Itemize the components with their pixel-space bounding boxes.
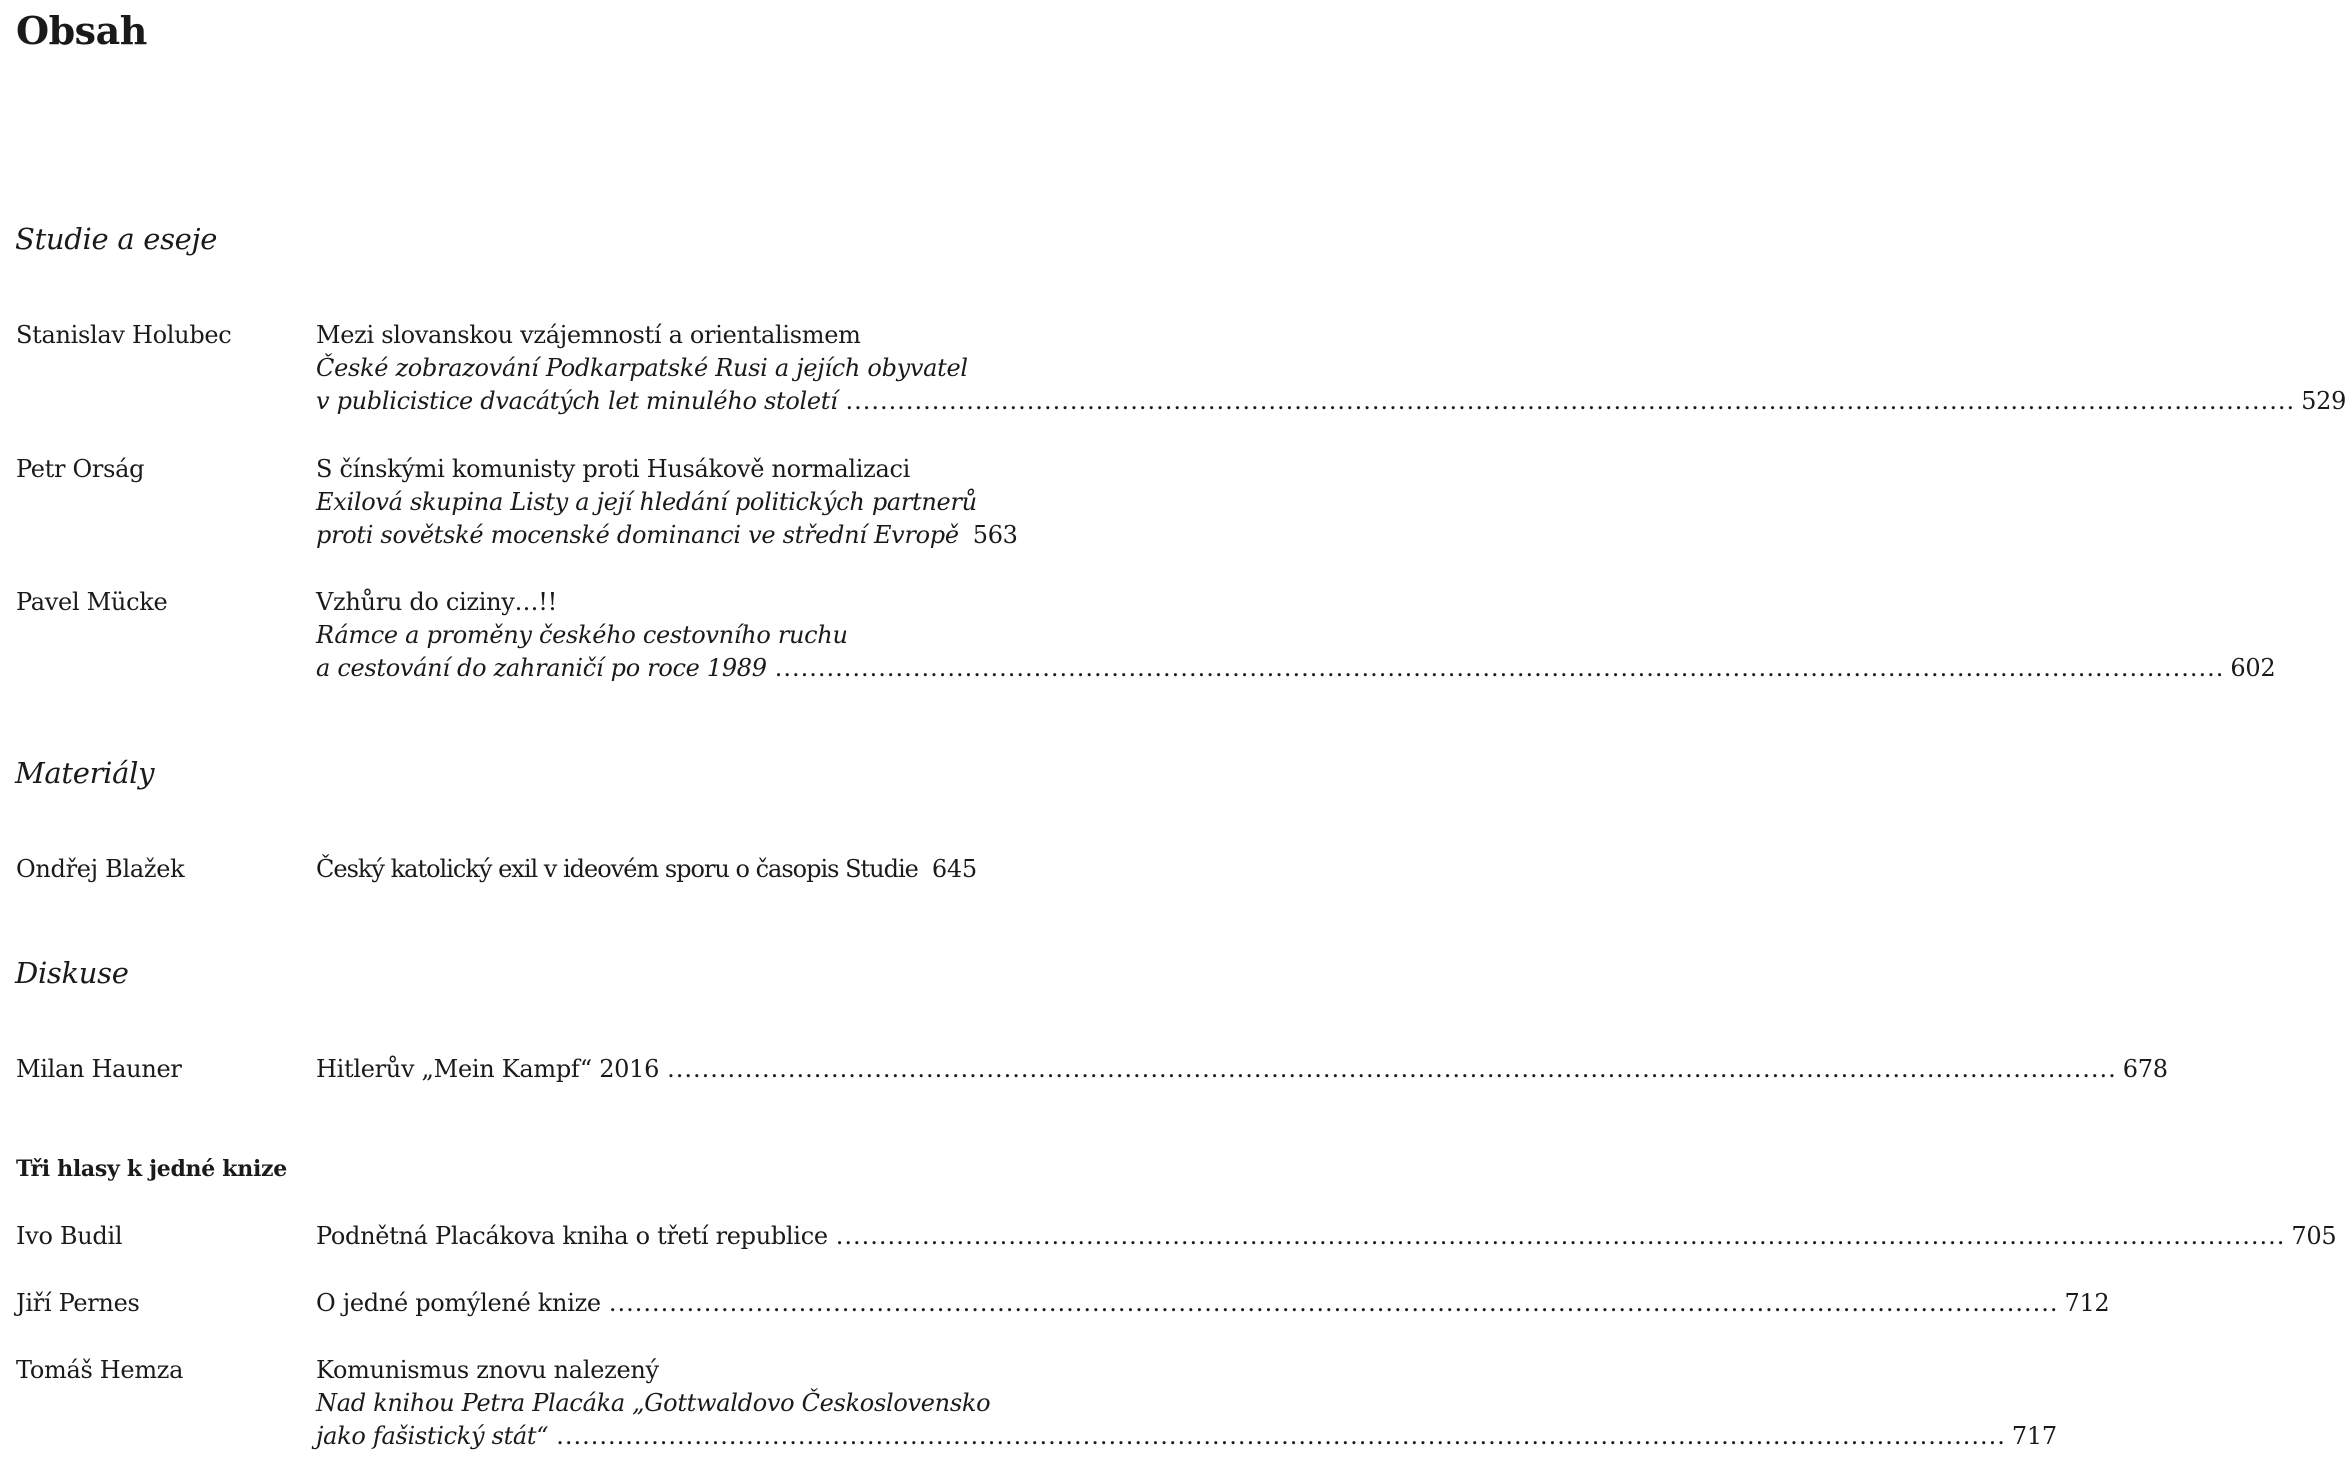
- dot-leader: [556, 1420, 2006, 1453]
- entry-author: Ondřej Blažek: [16, 855, 185, 883]
- entry-author: Milan Hauner: [16, 1055, 182, 1083]
- entry-page-number: 712: [2064, 1289, 2110, 1317]
- entry-subtitle: Rámce a proměny českého cestovního ruchu: [316, 621, 848, 649]
- entry-subtitle: a cestování do zahraničí po roce 1989: [316, 654, 767, 682]
- entry-author: Ivo Budil: [16, 1222, 123, 1250]
- entry-subtitle: jako fašistický stát“: [316, 1422, 549, 1450]
- entry-title: O jedné pomýlené knize: [316, 1289, 601, 1317]
- entry-author: Petr Orság: [16, 455, 145, 483]
- entry-page-number: 602: [2230, 654, 2276, 682]
- entry-title: Český katolický exil v ideovém sporu o časopis Studie: [316, 855, 918, 883]
- entry-author: Stanislav Holubec: [16, 321, 232, 349]
- dot-leader: [775, 652, 2225, 685]
- page-title: Obsah: [16, 8, 147, 53]
- entry-title: Komunismus znovu nalezený: [316, 1356, 659, 1384]
- section-heading-studie: Studie a eseje: [15, 222, 218, 256]
- entry-subtitle: v publicistice dvacátých let minulého století: [316, 387, 838, 415]
- entry-subtitle: České zobrazování Podkarpatské Rusi a jejích obyvatel: [316, 354, 968, 382]
- dot-leader: [609, 1287, 2059, 1320]
- entry-author: Pavel Mücke: [16, 588, 168, 616]
- section-heading-materialy: Materiály: [15, 756, 155, 790]
- entry-page-number: 645: [931, 855, 977, 883]
- entry-page-number: 717: [2011, 1422, 2057, 1450]
- entry-page-number: 563: [972, 521, 1018, 549]
- entry-title: Podnětná Placákova kniha o třetí republice: [316, 1222, 828, 1250]
- entry-author: Jiří Pernes: [16, 1289, 140, 1317]
- entry-title: Mezi slovanskou vzájemností a orientalismem: [316, 321, 861, 349]
- entry-page-number: 529: [2301, 387, 2346, 415]
- entry-subtitle: Exilová skupina Listy a její hledání politických partnerů: [316, 488, 977, 516]
- dot-leader: [667, 1053, 2117, 1086]
- entry-title: S čínskými komunisty proti Husákově normalizaci: [316, 455, 911, 483]
- subsection-heading-tri-hlasy: Tři hlasy k jedné knize: [16, 1156, 287, 1182]
- dot-leader: [836, 1220, 2286, 1253]
- entry-subtitle: proti sovětské mocenské dominanci ve střední Evropě: [316, 521, 959, 549]
- entry-subtitle: Nad knihou Petra Placáka „Gottwaldovo Československo: [316, 1389, 991, 1417]
- dot-leader: [846, 385, 2296, 418]
- entry-page-number: 678: [2122, 1055, 2168, 1083]
- section-heading-diskuse: Diskuse: [15, 956, 129, 990]
- entry-author: Tomáš Hemza: [16, 1356, 184, 1384]
- entry-title: Vzhůru do ciziny…!!: [316, 588, 557, 616]
- entry-page-number: 705: [2291, 1222, 2337, 1250]
- entry-title: Hitlerův „Mein Kampf“ 2016: [316, 1055, 660, 1083]
